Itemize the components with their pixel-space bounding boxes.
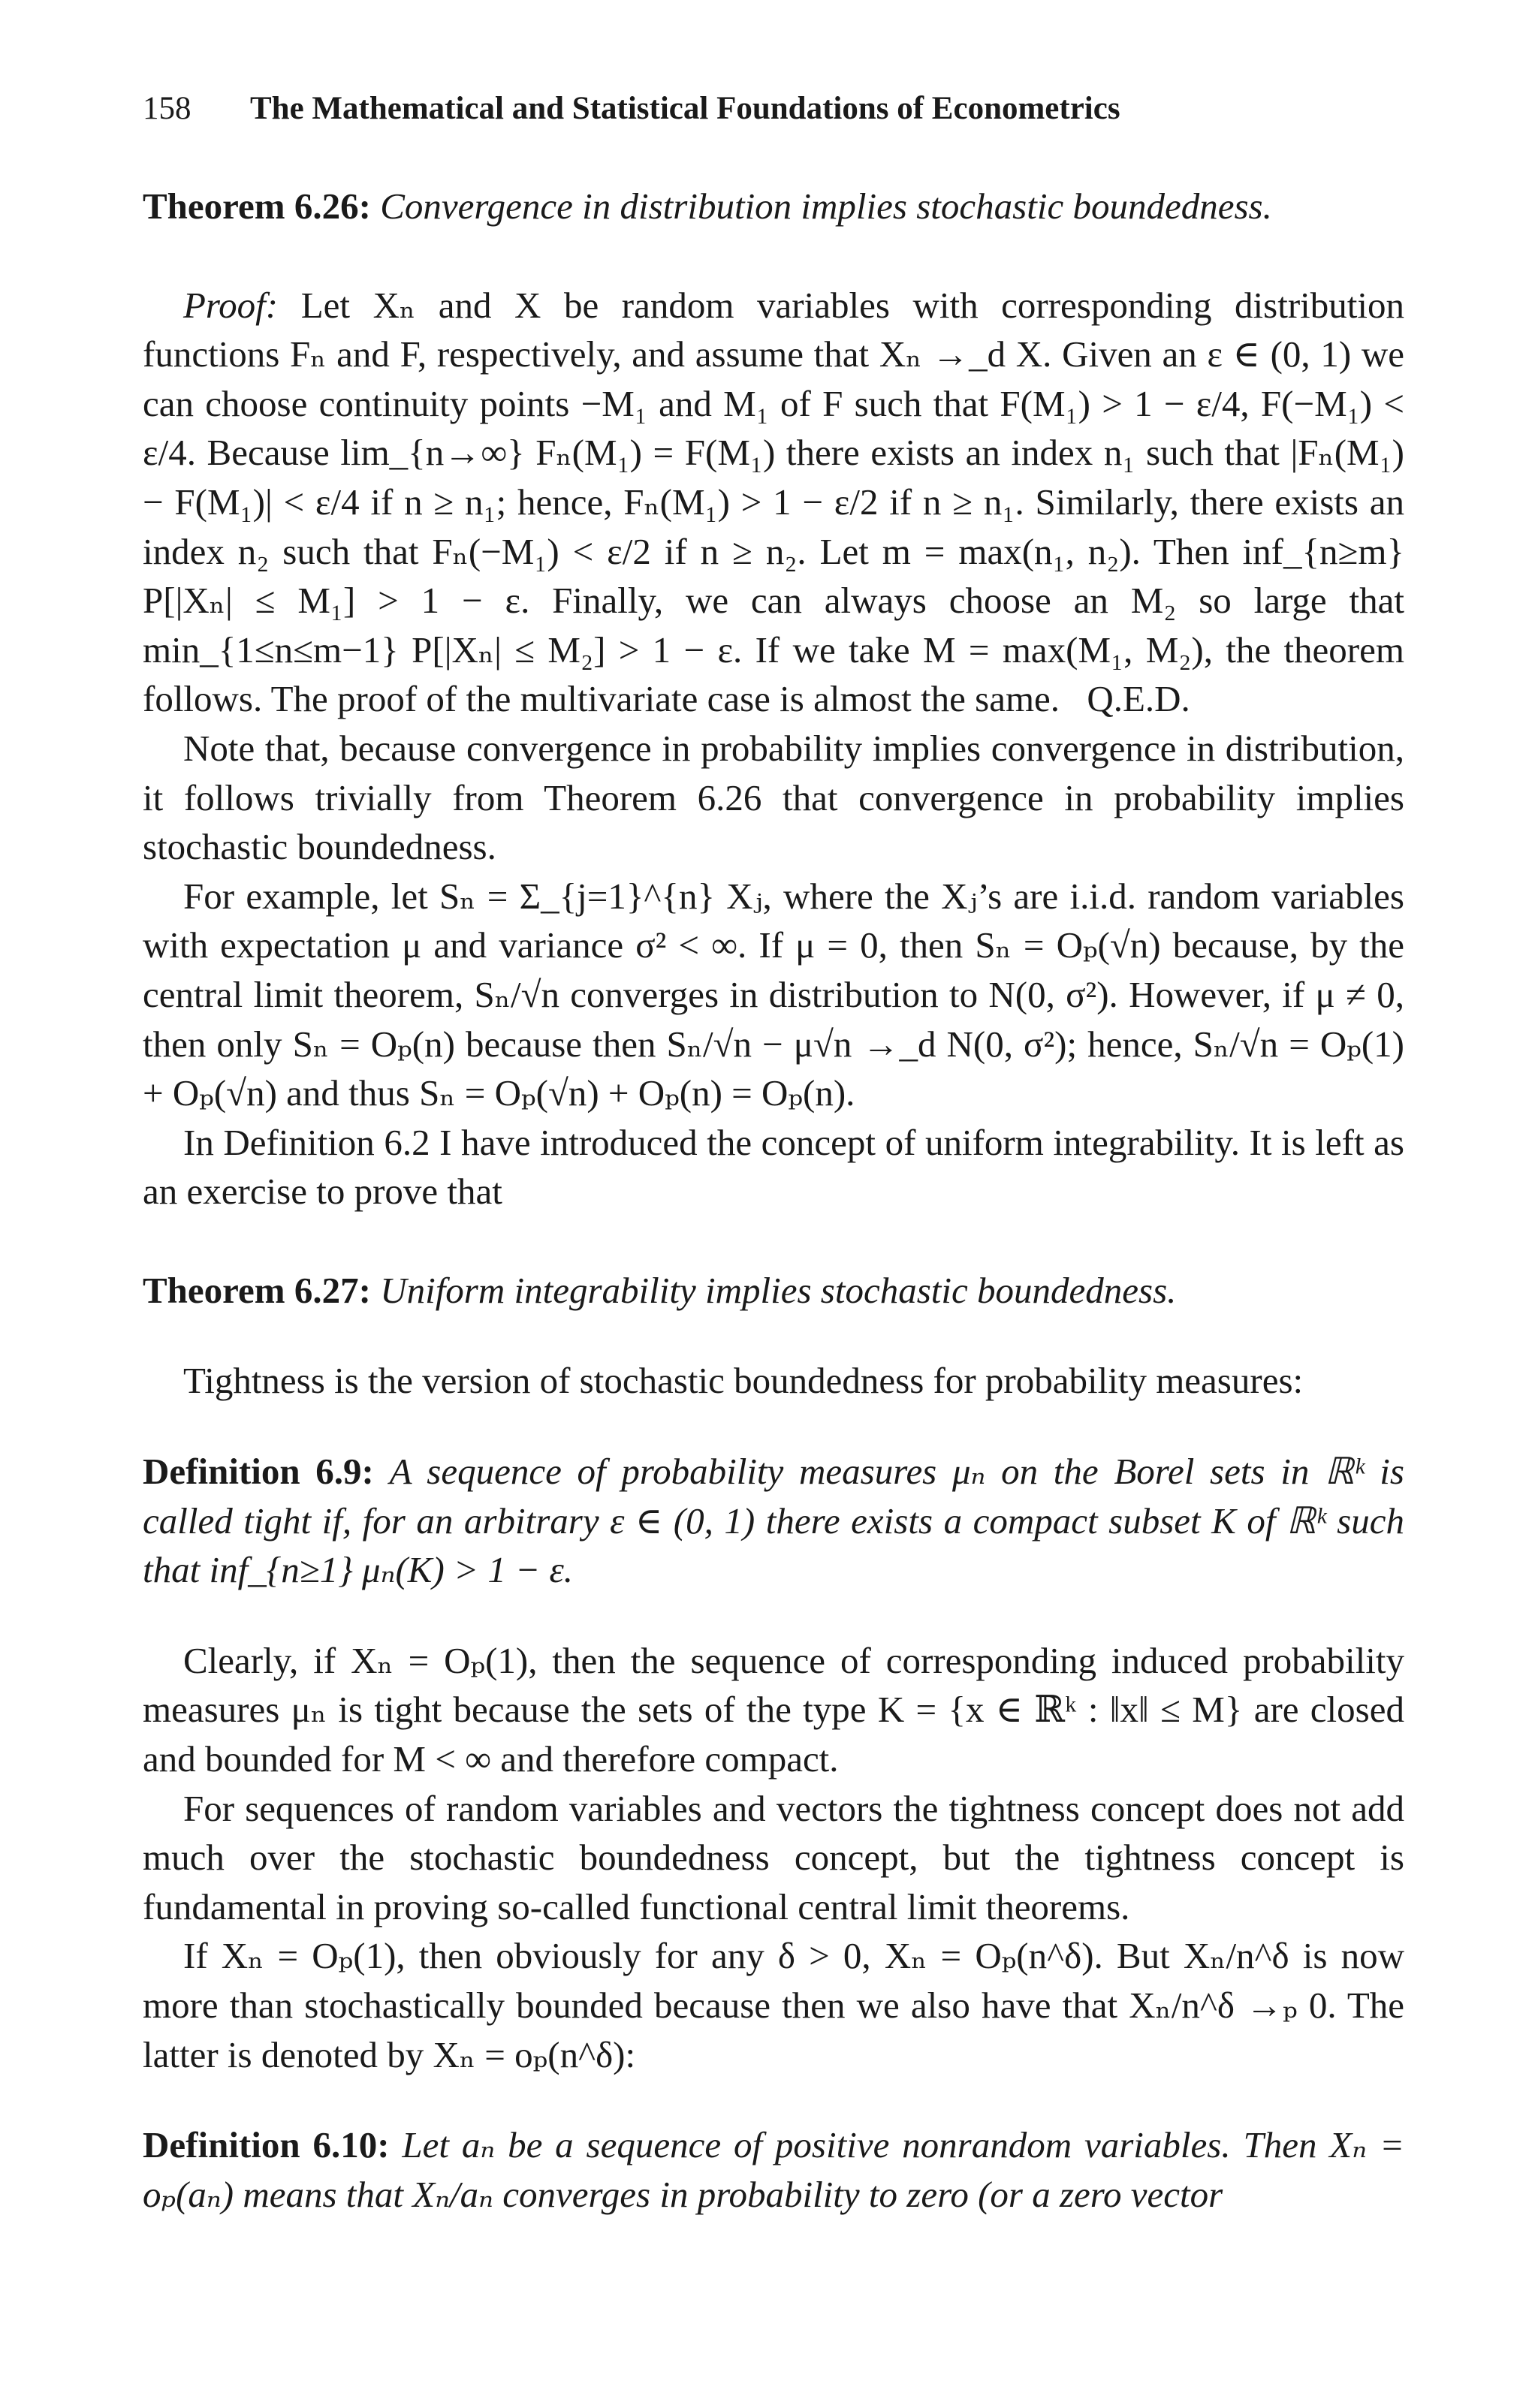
proof-label: Proof: <box>183 284 279 326</box>
definition-6-9 <box>143 1447 1404 1595</box>
definition-6-10 <box>143 2120 1404 2219</box>
paragraph-tightness: Tightness is the version of stochastic boundedness for probability measures: <box>183 1360 1304 1402</box>
paragraph-definition-6-2: In Definition 6.2 I have introduced the concept of uniform integrability. It is left as an exercise to prove that <box>143 1121 1404 1213</box>
definition-statement: A sequence of probability measures μₙ on the Borel sets in ℝᵏ is called tight if, for an arbitrary ε ∈ (0, 1) there exists a compact subset K of ℝᵏ such that inf_{n≥1} μₙ(K) > 1 − ε. <box>143 1451 1404 1591</box>
running-title: The Mathematical and Statistical Foundations of Econometrics <box>250 91 1120 126</box>
definition-statement: Let aₙ be a sequence of positive nonrandom variables. Then Xₙ = oₚ(aₙ) means that Xₙ/aₙ converges in probability to zero (or a zero vector <box>143 2124 1405 2215</box>
paragraph-example: For example, let Sₙ = Σ_{j=1}^{n} Xⱼ, where the Xⱼ’s are i.i.d. random variables with expectation μ and variance σ² < ∞. If μ = 0, then Sₙ = Oₚ(√n) because, by the central limit theorem, Sₙ/√n converges in distribution to N(0, σ²). However, if μ ≠ 0, then only Sₙ = Oₚ(n) because then Sₙ/√n − μ√n →_d N(0, σ²); hence, Sₙ/√n = Oₚ(1) + Oₚ(√n) and thus Sₙ = Oₚ(√n) + Oₚ(n) = Oₚ(n). <box>143 875 1404 1114</box>
theorem-label: Theorem 6.27: <box>143 1269 371 1311</box>
paragraph-clearly: Clearly, if Xₙ = Oₚ(1), then the sequence of corresponding induced probability measures μₙ is tight because the sets of the type K = {x ∈ ℝᵏ : ‖x‖ ≤ M} are closed and bounded for M < ∞ and therefore compact. <box>143 1639 1404 1780</box>
theorem-label: Theorem 6.26: <box>143 185 371 227</box>
definition-label: Definition 6.10: <box>143 2124 390 2166</box>
running-header <box>143 84 1404 134</box>
theorem-6-27 <box>143 1266 1404 1316</box>
theorem-statement: Uniform integrability implies stochastic boundedness. <box>380 1269 1177 1311</box>
proof-paragraph <box>143 281 1404 724</box>
proof-text: Let Xₙ and X be random variables with corresponding distribution functions Fₙ and F, respectively, and assume that Xₙ →_d X. Given an ε ∈ (0, 1) we can choose continuity points −M₁ and M₁ of F such that F(M₁) > 1 − ε/4, F(−M₁) < ε/4. Because lim_{n→∞} Fₙ(M₁) = F(M₁) there exists an index n₁ such that |Fₙ(M₁) − F(M₁)| < ε/4 if n ≥ n₁; hence, Fₙ(M₁) > 1 − ε/2 if n ≥ n₁. Similarly, there exists an index n₂ such that Fₙ(−M₁) < ε/2 if n ≥ n₂. Let m = max(n₁, n₂). Then inf_{n≥m} P[|Xₙ| ≤ M₁] > 1 − ε. Finally, we can always choose an M₂ so large that min_{1≤n≤m−1} P[|Xₙ| ≤ M₂] > 1 − ε. If we take M = max(M₁, M₂), the theorem follows. The proof of the multivariate case is almost the same. <box>143 284 1405 720</box>
qed-mark: Q.E.D. <box>1087 678 1190 720</box>
paragraph-note: Note that, because convergence in probability implies convergence in distribution, it follows trivially from Theorem 6.26 that convergence in probability implies stochastic boundedness. <box>143 727 1404 868</box>
definition-label: Definition 6.9: <box>143 1451 374 1493</box>
theorem-statement: Convergence in distribution implies stochastic boundedness. <box>380 185 1272 227</box>
book-page <box>143 84 1404 2219</box>
page-number: 158 <box>143 91 191 126</box>
paragraph-if: If Xₙ = Oₚ(1), then obviously for any δ > 0, Xₙ = Oₚ(n^δ). But Xₙ/n^δ is now more than stochastically bounded because then we also have that Xₙ/n^δ →ₚ 0. The latter is denoted by Xₙ = oₚ(n^δ): <box>143 1935 1404 2075</box>
paragraph-sequences: For sequences of random variables and vectors the tightness concept does not add much over the stochastic boundedness concept, but the tightness concept is fundamental in proving so-called functional central limit theorems. <box>143 1787 1404 1927</box>
theorem-6-26 <box>143 182 1404 231</box>
